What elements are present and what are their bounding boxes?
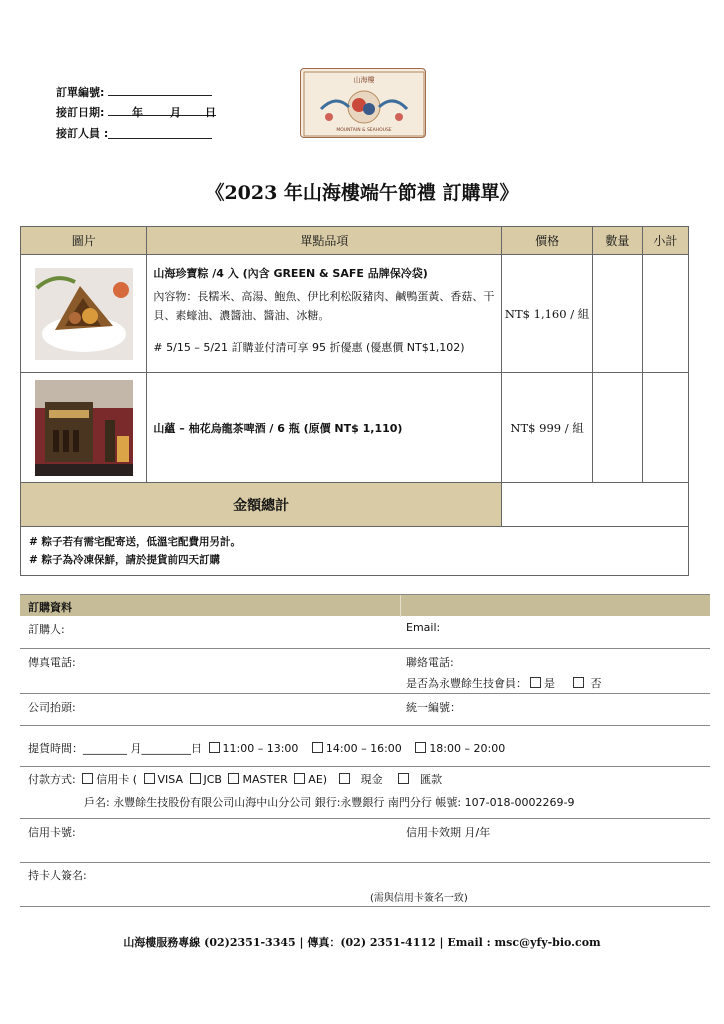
form-row-divider: [20, 725, 710, 726]
product-name: 山海珍寶粽 /4 入 (內含 GREEN & SAFE 品牌保冷袋): [153, 267, 428, 280]
svg-text:山海樓: 山海樓: [353, 76, 375, 84]
brand-logo: [300, 68, 426, 138]
orderer-label[interactable]: 訂購人:: [28, 623, 65, 636]
subtotal-cell[interactable]: [642, 373, 688, 483]
form-row-divider: [20, 906, 710, 907]
order-number-line[interactable]: [108, 95, 212, 96]
signature-label[interactable]: 持卡人簽名:: [28, 869, 87, 882]
signature-note: (需與信用卡簽名一致): [370, 893, 468, 904]
form-row-divider: [20, 693, 710, 694]
order-date-month: 月: [170, 106, 181, 119]
product-price: NT$ 999 / 組: [502, 373, 593, 483]
slot-2-checkbox[interactable]: [312, 742, 323, 753]
ae-checkbox[interactable]: [294, 773, 305, 784]
header-image: 圖片: [21, 227, 147, 255]
card-number-label[interactable]: 信用卡號:: [28, 826, 76, 839]
member-yes-label: 是: [544, 677, 555, 690]
product-name: 山蘊 – 柚花烏龍茶啤酒 / 6 瓶 (原價 NT$ 1,110): [153, 421, 403, 435]
order-table: [20, 226, 689, 576]
pickup-time-row: [28, 740, 505, 756]
zongzi-photo: [35, 268, 133, 360]
header-subtotal: 小計: [642, 227, 688, 255]
header-item: 單點品項: [147, 227, 502, 255]
notes-cell: [21, 527, 689, 576]
member-no-label: 否: [590, 677, 602, 690]
header-quantity: 數量: [592, 227, 642, 255]
cash-checkbox[interactable]: [339, 773, 350, 784]
fax-label[interactable]: 傳真電話:: [28, 656, 76, 669]
visa-label: VISA: [157, 773, 183, 786]
product-promo-note: # 5/15 – 5/21 訂購並付清可享 95 折優惠 (優惠價 NT$1,102): [153, 341, 465, 354]
form-section-header: [20, 594, 710, 616]
product-price: NT$ 1,160 / 組: [502, 255, 593, 373]
form-row-divider: [20, 648, 710, 649]
jcb-label: JCB: [203, 773, 222, 786]
form-header-divider: [400, 595, 401, 617]
svg-text:MOUNTAIN & SEAHOUSE: MOUNTAIN & SEAHOUSE: [336, 128, 392, 133]
beer-gift-box-photo: [35, 380, 133, 476]
form-row-divider: [20, 862, 710, 863]
slot-2-label: 14:00 – 16:00: [325, 742, 402, 755]
slot-3-label: 18:00 – 20:00: [429, 742, 506, 755]
order-date-line[interactable]: [108, 115, 216, 116]
member-question-label: 是否為永豐餘生技會員：: [406, 677, 527, 690]
bank-info: 戶名: 永豐餘生技股份有限公司山海中山分公司 銀行:永豐銀行 南門分行 帳號: 107-018-0002269-9: [84, 796, 575, 809]
member-no-checkbox[interactable]: [573, 677, 584, 688]
order-staff-line[interactable]: [108, 138, 212, 139]
order-number-label: 訂單編號:: [56, 86, 105, 99]
form-row-divider: [20, 766, 710, 767]
product-detail-cell: [147, 255, 502, 373]
jcb-checkbox[interactable]: [190, 773, 201, 784]
form-section-title: 訂購資料: [28, 601, 72, 614]
order-date-label: 接訂日期:: [56, 106, 105, 119]
pickup-date-label[interactable]: 提貨時間：________ 月_________日: [28, 742, 202, 755]
master-label: MASTER: [242, 773, 288, 786]
cash-label: 現金: [360, 773, 383, 786]
ae-label: AE): [308, 773, 328, 786]
table-header-row: [21, 227, 689, 255]
order-date-day: 日: [205, 106, 216, 119]
payment-label: 付款方式:: [28, 773, 76, 786]
product-image-cell: [21, 255, 147, 373]
master-checkbox[interactable]: [228, 773, 239, 784]
product-image-cell: [21, 373, 147, 483]
slot-1-label: 11:00 – 13:00: [222, 742, 299, 755]
member-question: [406, 675, 602, 691]
order-date-year: 年: [132, 106, 143, 119]
note-delivery: # 粽子若有需宅配寄送，低溫宅配費用另計。: [29, 536, 241, 548]
phone-label[interactable]: 聯絡電話:: [406, 656, 454, 669]
quantity-cell[interactable]: [592, 255, 642, 373]
quantity-cell[interactable]: [592, 373, 642, 483]
header-price: 價格: [502, 227, 593, 255]
form-row-divider: [20, 818, 710, 819]
total-label: 金額總計: [21, 483, 502, 527]
table-row: [21, 255, 689, 373]
email-label[interactable]: Email:: [406, 621, 441, 634]
payment-row: [28, 771, 442, 787]
tax-id-label[interactable]: 統一編號：: [406, 701, 461, 714]
slot-3-checkbox[interactable]: [415, 742, 426, 753]
credit-card-label: 信用卡 (: [96, 773, 138, 786]
subtotal-cell[interactable]: [642, 255, 688, 373]
order-staff-label: 接訂人員 :: [56, 127, 109, 140]
transfer-checkbox[interactable]: [398, 773, 409, 784]
member-yes-checkbox[interactable]: [530, 677, 541, 688]
table-row: [21, 373, 689, 483]
company-label[interactable]: 公司抬頭:: [28, 701, 76, 714]
footer-contact: 山海樓服務專線 (02)2351-3345 | 傳真：(02) 2351-4112 | Email : msc@yfy-bio.com: [123, 936, 601, 949]
credit-card-checkbox[interactable]: [82, 773, 93, 784]
page-title: 《2023 年山海樓端午節禮 訂購單》: [205, 182, 519, 204]
total-row: [21, 483, 689, 527]
notes-row: [21, 527, 689, 576]
product-description: 內容物：長糯米、高湯、鮑魚、伊比利松阪豬肉、鹹鴨蛋黃、香菇、干貝、素蠔油、濃醬油、醬油、冰糖。: [153, 290, 495, 322]
slot-1-checkbox[interactable]: [209, 742, 220, 753]
card-expiry-label[interactable]: 信用卡效期 月/年: [406, 826, 491, 839]
note-frozen: # 粽子為冷凍保鮮，請於提貨前四天訂購: [29, 554, 220, 566]
transfer-label: 匯款: [420, 773, 443, 786]
product-detail-cell: [147, 373, 502, 483]
total-amount-cell[interactable]: [502, 483, 689, 527]
visa-checkbox[interactable]: [144, 773, 155, 784]
